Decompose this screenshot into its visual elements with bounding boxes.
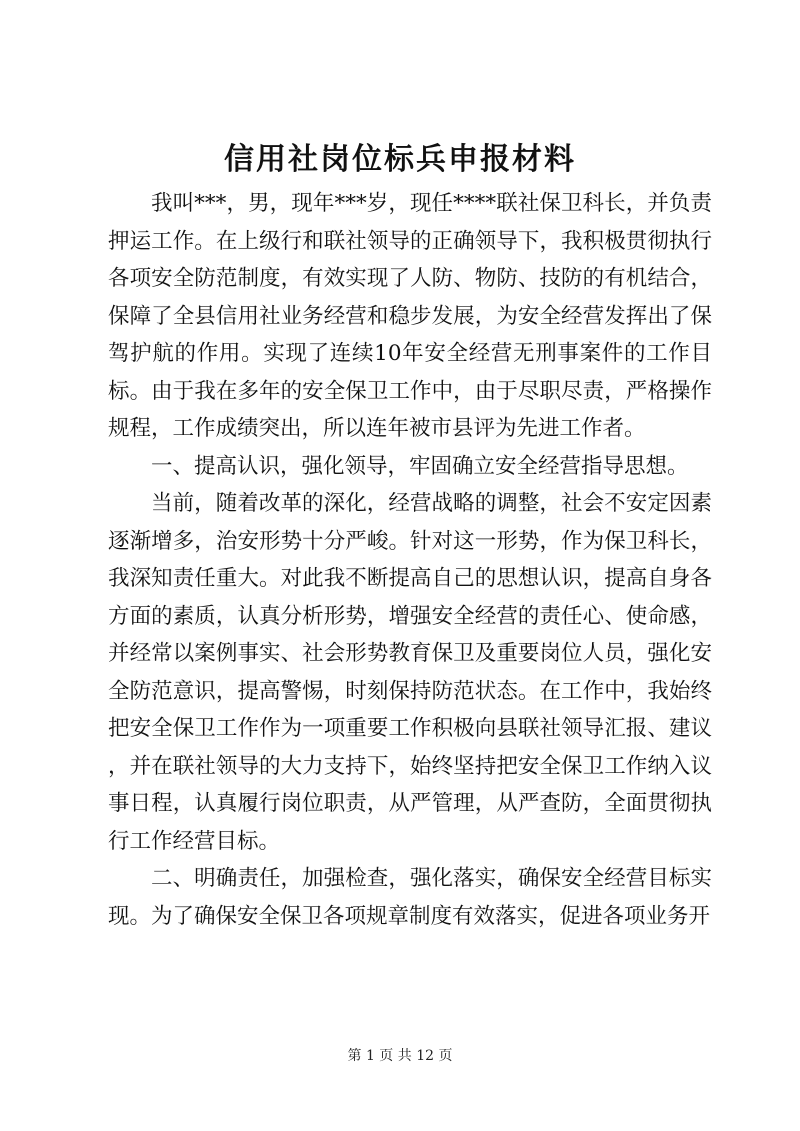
- paragraph-situation: 当前，随着改革的深化，经营战略的调整，社会不安定因素逐渐增多，治安形势十分严峻。针对这一形势，作为保卫科长，我深知责任重大。对此我不断提高自己的思想认识，提高自身各方面的素质，认真分析形势，增强安全经营的责任心、使命感，并经常以案例事实、社会形势教育保卫及重要岗位人员，强化安全防范意识，提高警惕，时刻保持防范状态。在工作中，我始终把安全保卫工作作为一项重要工作积极向县联社领导汇报、建议，并在联社领导的大力支持下，始终坚持把安全保卫工作纳入议事日程，认真履行岗位职责，从严管理，从严查防，全面贯彻执行工作经营目标。: [108, 491, 712, 854]
- paragraph-heading-one: 一、提高认识，强化领导，牢固确立安全经营指导思想。: [151, 453, 689, 479]
- document-body: [108, 185, 712, 935]
- page-number-footer: 第 1 页 共 12 页: [347, 1048, 453, 1064]
- document-title: 信用社岗位标兵申报材料: [224, 142, 576, 177]
- paragraph-heading-two: 二、明确责任，加强检查，强化落实，确保安全经营目标实现。为了确保安全保卫各项规章制度有效落实，促进各项业务开: [108, 866, 712, 929]
- paragraph-intro: 我叫***，男，现年***岁，现任****联社保卫科长，并负责押运工作。在上级行和联社领导的正确领导下，我积极贯彻执行各项安全防范制度，有效实现了人防、物防、技防的有机结合，保障了全县信用社业务经营和稳步发展，为安全经营发挥出了保驾护航的作用。实现了连续10年安全经营无刑事案件的工作目标。由于我在多年的安全保卫工作中，由于尽职尽责，严格操作规程，工作成绩突出，所以连年被市县评为先进工作者。: [108, 191, 712, 441]
